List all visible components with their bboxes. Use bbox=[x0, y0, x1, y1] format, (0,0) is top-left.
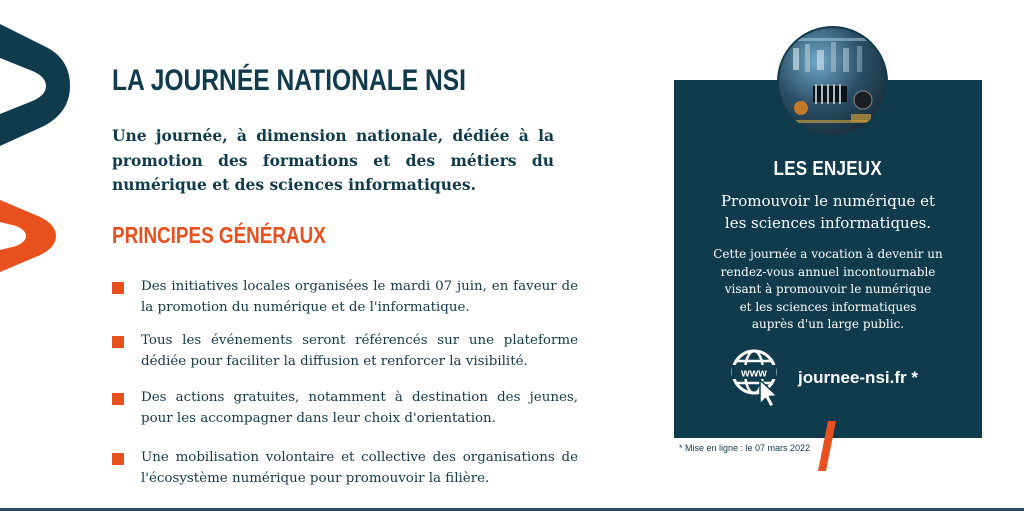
orange-slash-decoration bbox=[818, 421, 838, 471]
list-item bbox=[112, 447, 578, 489]
card-body-line: auprès d'un large public. bbox=[751, 317, 905, 331]
list-item-text: Des initiatives locales organisées le mardi 07 juin, en faveur de la promotion du numérique et de l'informatique. bbox=[141, 279, 578, 315]
card-lead bbox=[674, 190, 982, 234]
square-bullet-icon bbox=[112, 282, 124, 294]
list-item-text: Des actions gratuites, notamment à destination des jeunes, pour les accompagner dans leur choix d'orientation. bbox=[141, 390, 578, 426]
left-chevron-decoration bbox=[0, 0, 70, 290]
www-label: www bbox=[741, 367, 767, 380]
card-lead-line: Promouvoir le numérique et bbox=[720, 192, 936, 210]
footnote: * Mise en ligne : le 07 mars 2022 bbox=[679, 443, 811, 453]
list-item bbox=[112, 387, 578, 429]
website-row[interactable] bbox=[730, 348, 918, 408]
list-item bbox=[112, 330, 578, 372]
card-lead-line: les sciences informatiques. bbox=[724, 214, 932, 232]
list-item-text: Tous les événements seront référencés sur une plateforme dédiée pour faciliter la diffusion et renforcer la visibilité. bbox=[141, 333, 578, 369]
www-globe-cursor-icon bbox=[730, 348, 782, 408]
card-title: LES ENJEUX bbox=[773, 158, 883, 180]
page-title: LA JOURNÉE NATIONALE NSI bbox=[112, 64, 466, 97]
card-body-line: rendez-vous annuel incontournable bbox=[720, 264, 936, 279]
square-bullet-icon bbox=[112, 336, 124, 348]
card-body-line: visant à promouvoir le numérique bbox=[724, 282, 932, 296]
lead-paragraph: Une journée, à dimension nationale, dédiée à la promotion des formations et des métiers du numérique et des sciences informatiques. bbox=[112, 126, 554, 194]
website-link[interactable]: journee-nsi.fr * bbox=[798, 368, 918, 387]
card-body bbox=[674, 246, 982, 334]
card-body-line: Cette journée a vocation à devenir un bbox=[713, 247, 943, 261]
square-bullet-icon bbox=[112, 393, 124, 405]
principles-title: PRINCIPES GÉNÉRAUX bbox=[112, 222, 326, 248]
list-item bbox=[112, 276, 578, 318]
circuit-board-photo bbox=[777, 26, 888, 137]
card-body-line: et les sciences informatiques bbox=[739, 299, 917, 314]
list-item-text: Une mobilisation volontaire et collective des organisations de l'écosystème numérique pour promouvoir la filière. bbox=[141, 450, 578, 486]
square-bullet-icon bbox=[112, 453, 124, 465]
